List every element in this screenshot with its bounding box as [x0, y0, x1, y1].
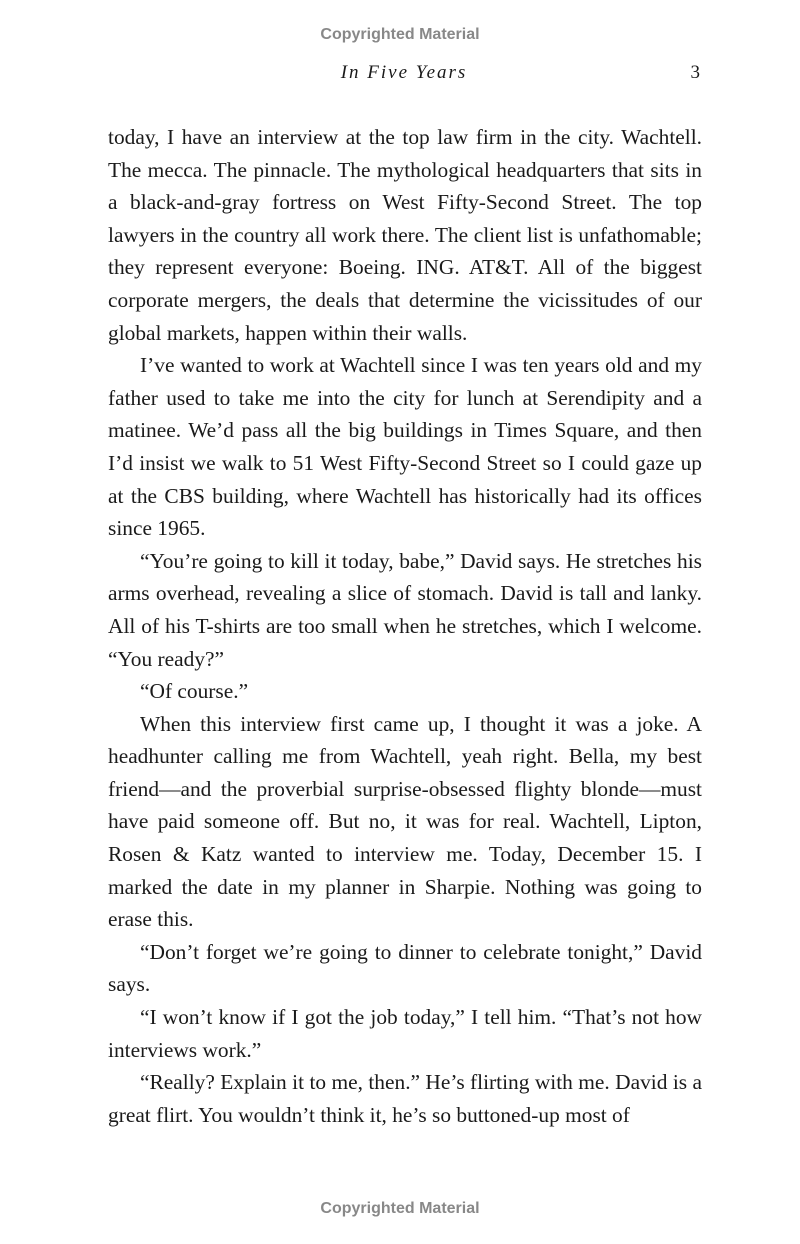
paragraph: “You’re going to kill it today, babe,” David says. He stretches his arms overhead, revealing a slice of stomach. David is tall and lanky. All of his T-shirts are too small when he stretches, which I welcome. “You ready?” [108, 548, 702, 671]
page-number: 3 [690, 62, 700, 83]
paragraph: “I won’t know if I got the job today,” I tell him. “That’s not how interviews work.” [108, 1005, 702, 1062]
paragraph: “Really? Explain it to me, then.” He’s flirting with me. David is a great flirt. You wouldn’t think it, he’s so buttoned-up most of [108, 1070, 702, 1127]
copyright-watermark-top: Copyrighted Material [320, 26, 480, 43]
paragraph: “Of course.” [140, 679, 249, 704]
paragraph: When this interview first came up, I thought it was a joke. A headhunter calling me from Wachtell, yeah right. Bella, my best friend—and the proverbial surprise-obsessed flighty blonde—must have paid someone off. But no, it was for real. Wachtell, Lipton, Rosen & Katz wanted to interview me. Today, December 15. I marked the date in my planner in Sharpie. Nothing was going to erase this. [108, 711, 702, 932]
book-title: In Five Years [340, 62, 468, 83]
paragraph: today, I have an interview at the top law firm in the city. Wachtell. The mecca. The pinnacle. The mythological headquarters that sits in a black-and-gray fortress on West Fifty-Second Street. The top lawyers in the country all work there. The client list is unfathomable; they represent everyone: Boeing. ING. AT&T. All of the biggest corporate mergers, the deals that determine the vicissitudes of our global markets, happen within their walls. [108, 125, 702, 345]
copyright-watermark-bottom: Copyrighted Material [320, 1200, 480, 1217]
running-header [108, 62, 700, 86]
paragraph: I’ve wanted to work at Wachtell since I was ten years old and my father used to take me into the city for lunch at Serendipity and a matinee. We’d pass all the big buildings in Times Square, and then I’d insist we walk to 51 West Fifty-Second Street so I could gaze up at the CBS building, where Wachtell has historically had its offices since 1965. [108, 353, 702, 541]
page-body [108, 121, 702, 1131]
paragraph: “Don’t forget we’re going to dinner to celebrate tonight,” David says. [108, 939, 702, 997]
